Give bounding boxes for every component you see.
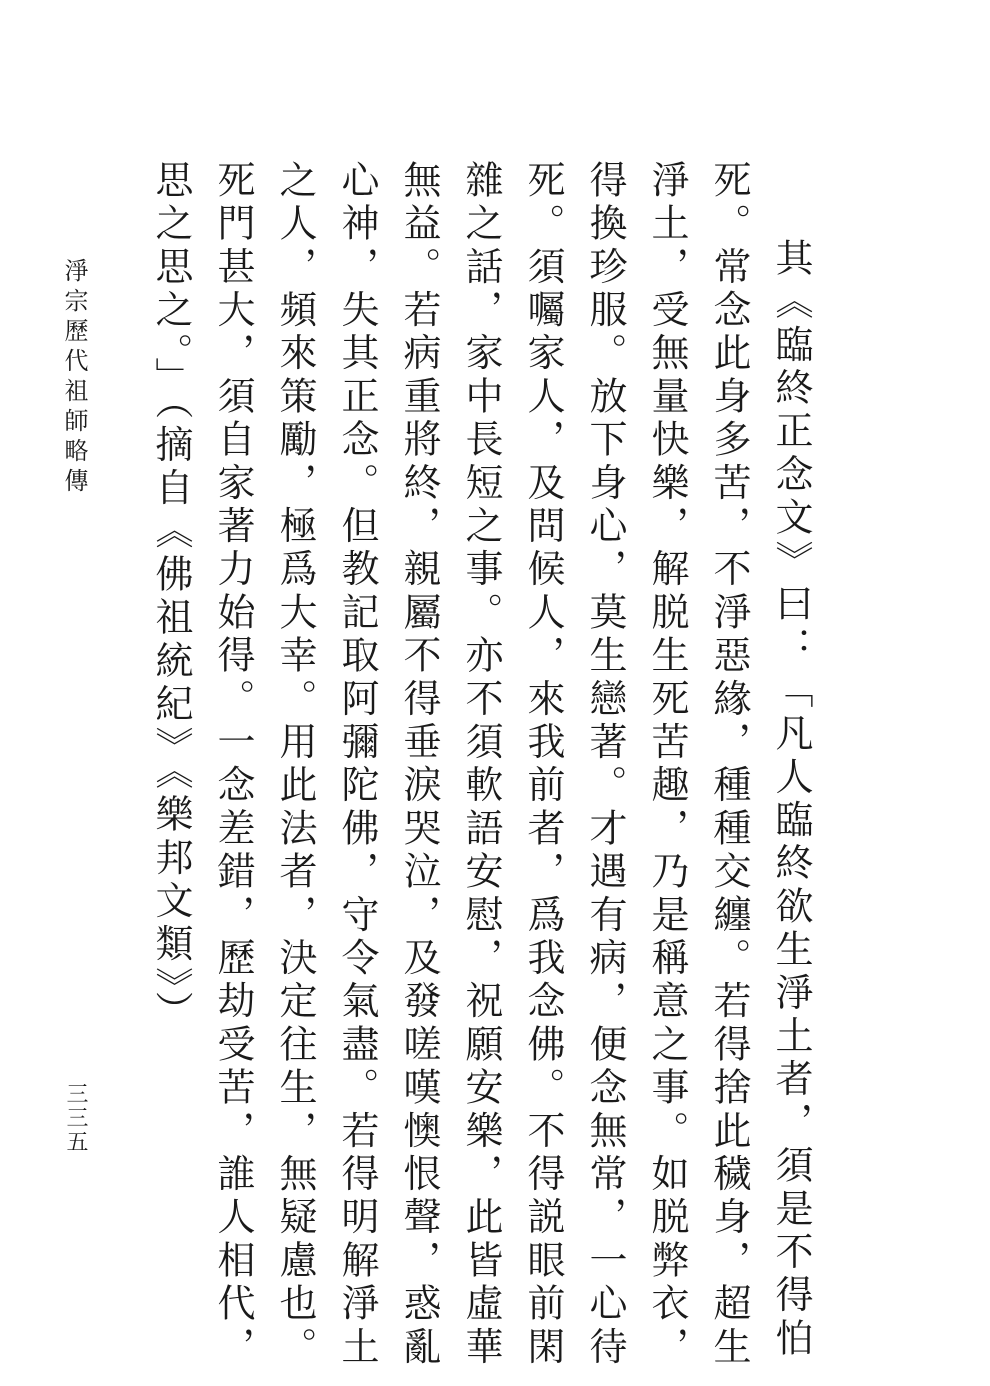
text-column-2: 死。常念此身多苦，不淨惡緣，種種交纏。若得捨此穢身，超生 bbox=[707, 160, 751, 1370]
text-column-5: 死。須囑家人，及問候人，來我前者，爲我念佛。不得説眼前閑 bbox=[521, 160, 565, 1370]
text-column-3: 淨土，受無量快樂，解脱生死苦趣，乃是稱意之事。如脱弊衣， bbox=[645, 160, 689, 1370]
text-column-1: 其《臨終正念文》曰：「凡人臨終欲生淨土者，須是不得怕 bbox=[769, 238, 813, 1362]
running-title: 淨宗歷代祖師略傳 bbox=[60, 258, 88, 498]
text-column-10: 死門甚大，須自家著力始得。一念差錯，歷劫受苦，誰人相代， bbox=[211, 160, 255, 1370]
text-column-4: 得換珍服。放下身心，莫生戀著。才遇有病，便念無常，一心待 bbox=[583, 160, 627, 1370]
page-number: 三三五 bbox=[63, 1082, 88, 1154]
text-column-11: 思之思之。」（摘自《佛祖統紀》《樂邦文類》） bbox=[149, 160, 193, 1035]
text-column-8: 心神，失其正念。但教記取阿彌陀佛，守令氣盡。若得明解淨土 bbox=[335, 160, 379, 1370]
text-column-9: 之人，頻來策勵，極爲大幸。用此法者，決定往生，無疑慮也。 bbox=[273, 160, 317, 1370]
text-column-6: 雜之話，家中長短之事。亦不須軟語安慰，祝願安樂，此皆虛華 bbox=[459, 160, 503, 1370]
text-column-7: 無益。若病重將終，親屬不得垂淚哭泣，及發嗟嘆懊恨聲，惑亂 bbox=[397, 160, 441, 1370]
